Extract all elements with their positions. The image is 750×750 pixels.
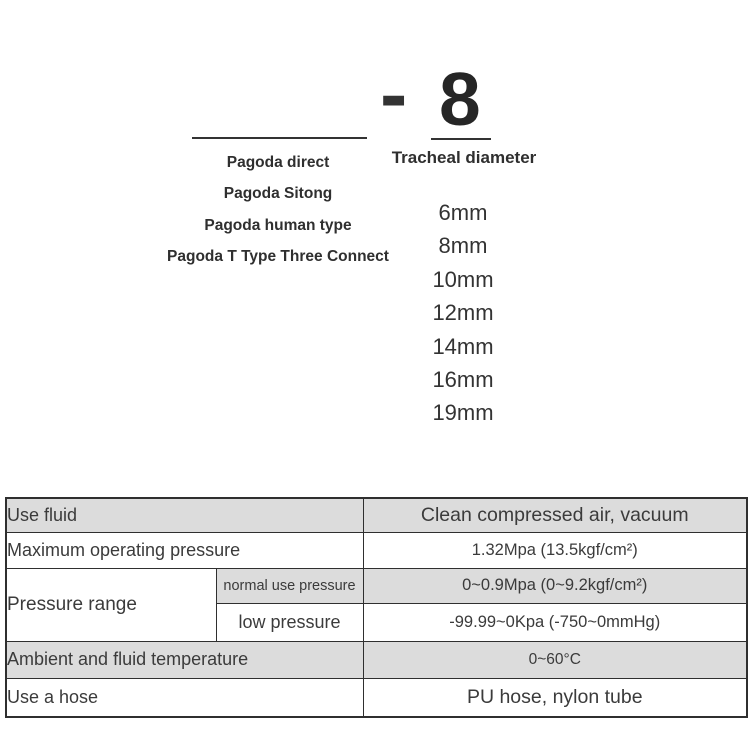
spec-row-normal-pressure xyxy=(6,568,747,603)
spec-row-temperature xyxy=(6,641,747,678)
model-code-dash: - xyxy=(380,49,408,140)
spec-value: 0~60°C xyxy=(363,641,747,678)
spec-value: Clean compressed air, vacuum xyxy=(363,498,747,532)
type-option: Pagoda T Type Three Connect xyxy=(167,248,389,266)
spec-row-use-fluid xyxy=(6,498,747,532)
spec-value: PU hose, nylon tube xyxy=(363,678,747,717)
size-option: 19mm xyxy=(432,400,494,426)
size-option: 14mm xyxy=(432,333,494,359)
size-option: 8mm xyxy=(438,233,488,259)
spec-label: Ambient and fluid temperature xyxy=(6,641,363,678)
spec-table xyxy=(5,497,748,718)
size-option: 16mm xyxy=(432,367,494,393)
spec-value: 0~0.9Mpa (0~9.2kgf/cm²) xyxy=(363,568,747,603)
spec-label: Maximum operating pressure xyxy=(6,532,363,568)
tube-diameter-value: 8 xyxy=(439,57,481,141)
spec-value: -99.99~0Kpa (-750~0mmHg) xyxy=(363,603,747,641)
spec-label: Use a hose xyxy=(6,678,363,717)
diameter-label: Tracheal diameter xyxy=(391,148,537,167)
type-option: Pagoda direct xyxy=(226,154,330,171)
diameter-underline xyxy=(431,138,491,140)
size-option-list xyxy=(398,196,528,430)
spec-label: Use fluid xyxy=(6,498,363,532)
connector-type-list xyxy=(128,147,428,273)
spec-value: 1.32Mpa (13.5kgf/cm²) xyxy=(363,532,747,568)
spec-label-pressure-range: Pressure range xyxy=(6,568,216,641)
type-option: Pagoda human type xyxy=(204,216,352,234)
type-underline xyxy=(192,137,367,139)
spec-row-max-pressure xyxy=(6,532,747,568)
spec-row-hose xyxy=(6,678,747,717)
size-option: 6mm xyxy=(438,200,488,225)
size-option: 10mm xyxy=(432,266,494,292)
spec-sub-label: low pressure xyxy=(216,603,363,641)
spec-sub-label: normal use pressure xyxy=(216,568,363,603)
type-option: Pagoda Sitong xyxy=(223,185,333,203)
size-option: 12mm xyxy=(432,300,494,326)
